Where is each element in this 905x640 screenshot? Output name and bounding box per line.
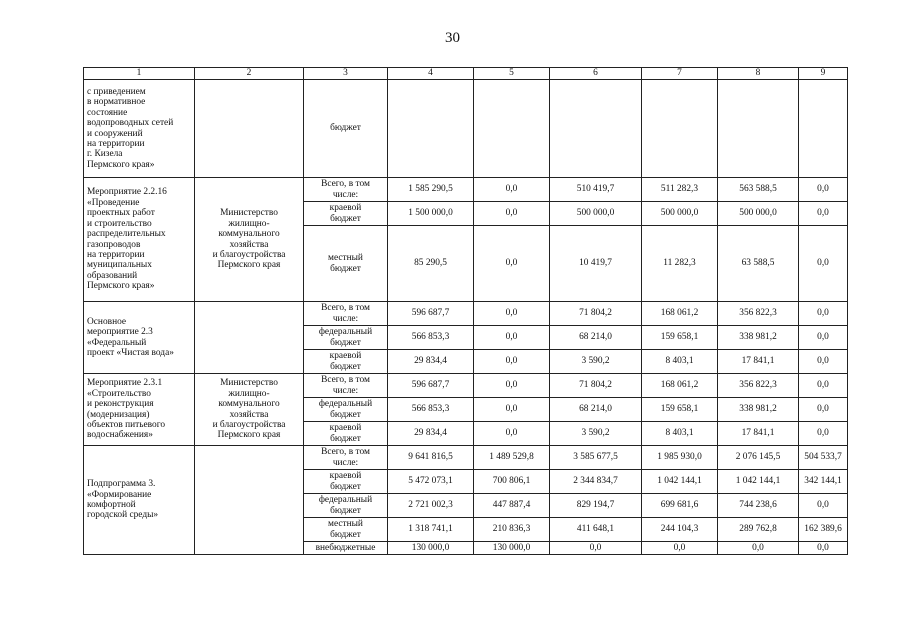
- amount-cell: 1 985 930,0: [642, 446, 718, 470]
- table-row: [84, 302, 848, 326]
- amount-cell: 596 687,7: [388, 374, 474, 398]
- amount-cell: 510 419,7: [550, 178, 642, 202]
- funding-source-cell: [304, 542, 388, 555]
- amount-cell: [550, 80, 642, 178]
- amount-cell: 71 804,2: [550, 302, 642, 326]
- funding-source: Всего, в том числе:: [321, 375, 370, 396]
- funding-source: федеральный бюджет: [318, 399, 373, 420]
- amount-cell: 0,0: [799, 374, 848, 398]
- amount-cell: 1 585 290,5: [388, 178, 474, 202]
- page-number: 30: [445, 30, 460, 46]
- amount-cell: 511 282,3: [642, 178, 718, 202]
- amount-cell: 0,0: [799, 202, 848, 226]
- activity-name-cell: [84, 80, 195, 178]
- amount-cell: 130 000,0: [474, 542, 550, 555]
- amount-cell: 0,0: [799, 542, 848, 555]
- funding-source: федеральный бюджет: [318, 495, 373, 516]
- funding-source: местный бюджет: [328, 519, 363, 540]
- amount-cell: 744 238,6: [718, 494, 799, 518]
- executor-cell: [195, 446, 304, 555]
- executor-name: Министерство жилищно- коммунального хозяйства и благоустройства Пермского края: [212, 378, 286, 441]
- funding-source: Всего, в том числе:: [321, 179, 370, 200]
- amount-cell: 338 981,2: [718, 326, 799, 350]
- activity-name: Основное мероприятие 2.3 «Федеральный проект «Чистая вода»: [87, 316, 174, 358]
- amount-cell: 447 887,4: [474, 494, 550, 518]
- budget-table: [83, 67, 848, 555]
- amount-cell: 566 853,3: [388, 326, 474, 350]
- amount-cell: 0,0: [474, 226, 550, 302]
- column-number: 2: [195, 68, 304, 80]
- amount-cell: 2 344 834,7: [550, 470, 642, 494]
- funding-source-cell: [304, 178, 388, 202]
- activity-name: Мероприятие 2.2.16 «Проведение проектных работ и строительство распределительных газопроводов на территории муниципальных образований Пермского края»: [87, 187, 167, 292]
- amount-cell: 1 318 741,1: [388, 518, 474, 542]
- amount-cell: 5 472 073,1: [388, 470, 474, 494]
- amount-cell: 0,0: [474, 302, 550, 326]
- amount-cell: 289 762,8: [718, 518, 799, 542]
- amount-cell: 829 194,7: [550, 494, 642, 518]
- table-row: [84, 178, 848, 202]
- funding-source: краевой бюджет: [329, 471, 362, 492]
- table-body: [84, 68, 848, 555]
- column-number: 9: [799, 68, 848, 80]
- amount-cell: 29 834,4: [388, 422, 474, 446]
- funding-source-cell: [304, 226, 388, 302]
- executor-cell: [195, 302, 304, 374]
- amount-cell: 1 042 144,1: [642, 470, 718, 494]
- funding-source: краевой бюджет: [329, 203, 362, 224]
- amount-cell: 130 000,0: [388, 542, 474, 555]
- activity-name-cell: [84, 446, 195, 555]
- amount-cell: 10 419,7: [550, 226, 642, 302]
- column-number: 7: [642, 68, 718, 80]
- funding-source-cell: [304, 80, 388, 178]
- amount-cell: 63 588,5: [718, 226, 799, 302]
- funding-source-cell: [304, 302, 388, 326]
- amount-cell: 500 000,0: [718, 202, 799, 226]
- activity-name: с приведением в нормативное состояние водопроводных сетей и сооружений на территории г. Кизела Пермского края»: [87, 86, 174, 170]
- activity-name: Подпрограмма 3. «Формирование комфортной городской среды»: [87, 479, 159, 521]
- column-number-row: [84, 68, 848, 80]
- amount-cell: 11 282,3: [642, 226, 718, 302]
- amount-cell: 500 000,0: [550, 202, 642, 226]
- amount-cell: 563 588,5: [718, 178, 799, 202]
- amount-cell: 1 042 144,1: [718, 470, 799, 494]
- amount-cell: 356 822,3: [718, 374, 799, 398]
- funding-source-cell: [304, 518, 388, 542]
- amount-cell: 68 214,0: [550, 326, 642, 350]
- amount-cell: 699 681,6: [642, 494, 718, 518]
- column-number: 5: [474, 68, 550, 80]
- funding-source: краевой бюджет: [329, 423, 362, 444]
- amount-cell: 0,0: [474, 350, 550, 374]
- amount-cell: 3 585 677,5: [550, 446, 642, 470]
- amount-cell: 3 590,2: [550, 422, 642, 446]
- funding-source: внебюджетные: [315, 542, 376, 553]
- amount-cell: 0,0: [799, 350, 848, 374]
- amount-cell: 2 721 002,3: [388, 494, 474, 518]
- funding-source: федеральный бюджет: [318, 327, 373, 348]
- amount-cell: 0,0: [799, 226, 848, 302]
- amount-cell: [388, 80, 474, 178]
- amount-cell: 85 290,5: [388, 226, 474, 302]
- amount-cell: 0,0: [799, 494, 848, 518]
- amount-cell: 0,0: [642, 542, 718, 555]
- activity-name-cell: [84, 302, 195, 374]
- amount-cell: 159 658,1: [642, 326, 718, 350]
- column-number: 1: [84, 68, 195, 80]
- amount-cell: 0,0: [474, 422, 550, 446]
- amount-cell: 504 533,7: [799, 446, 848, 470]
- funding-source-cell: [304, 494, 388, 518]
- executor-name: Министерство жилищно- коммунального хозяйства и благоустройства Пермского края: [212, 208, 286, 271]
- funding-source-cell: [304, 202, 388, 226]
- amount-cell: 168 061,2: [642, 302, 718, 326]
- funding-source-cell: [304, 326, 388, 350]
- column-number: 8: [718, 68, 799, 80]
- amount-cell: 168 061,2: [642, 374, 718, 398]
- amount-cell: 411 648,1: [550, 518, 642, 542]
- amount-cell: 338 981,2: [718, 398, 799, 422]
- amount-cell: 0,0: [799, 178, 848, 202]
- activity-name-cell: [84, 374, 195, 446]
- amount-cell: 0,0: [799, 422, 848, 446]
- amount-cell: 1 489 529,8: [474, 446, 550, 470]
- amount-cell: 71 804,2: [550, 374, 642, 398]
- amount-cell: 0,0: [474, 178, 550, 202]
- amount-cell: 0,0: [474, 202, 550, 226]
- amount-cell: 356 822,3: [718, 302, 799, 326]
- executor-cell: [195, 178, 304, 302]
- amount-cell: 159 658,1: [642, 398, 718, 422]
- amount-cell: 8 403,1: [642, 350, 718, 374]
- table-row: [84, 374, 848, 398]
- amount-cell: [718, 80, 799, 178]
- amount-cell: 9 641 816,5: [388, 446, 474, 470]
- executor-cell: [195, 80, 304, 178]
- amount-cell: [642, 80, 718, 178]
- amount-cell: 0,0: [799, 326, 848, 350]
- table-row: [84, 446, 848, 470]
- activity-name-cell: [84, 178, 195, 302]
- funding-source-cell: [304, 470, 388, 494]
- amount-cell: 0,0: [550, 542, 642, 555]
- amount-cell: 566 853,3: [388, 398, 474, 422]
- amount-cell: 0,0: [799, 302, 848, 326]
- amount-cell: 0,0: [474, 398, 550, 422]
- executor-cell: [195, 374, 304, 446]
- amount-cell: 68 214,0: [550, 398, 642, 422]
- funding-source-cell: [304, 374, 388, 398]
- amount-cell: 29 834,4: [388, 350, 474, 374]
- amount-cell: 0,0: [474, 326, 550, 350]
- amount-cell: [474, 80, 550, 178]
- column-number: 6: [550, 68, 642, 80]
- funding-source: местный бюджет: [328, 253, 363, 274]
- amount-cell: [799, 80, 848, 178]
- amount-cell: 2 076 145,5: [718, 446, 799, 470]
- funding-source: Всего, в том числе:: [321, 447, 370, 468]
- amount-cell: 596 687,7: [388, 302, 474, 326]
- funding-source: Всего, в том числе:: [321, 303, 370, 324]
- funding-source-cell: [304, 350, 388, 374]
- funding-source-cell: [304, 422, 388, 446]
- amount-cell: 342 144,1: [799, 470, 848, 494]
- amount-cell: 8 403,1: [642, 422, 718, 446]
- funding-source: бюджет: [330, 123, 361, 134]
- table-row: [84, 80, 848, 178]
- amount-cell: 17 841,1: [718, 350, 799, 374]
- funding-source-cell: [304, 446, 388, 470]
- column-number: 3: [304, 68, 388, 80]
- column-number: 4: [388, 68, 474, 80]
- amount-cell: 3 590,2: [550, 350, 642, 374]
- funding-source-cell: [304, 398, 388, 422]
- amount-cell: 0,0: [718, 542, 799, 555]
- amount-cell: 17 841,1: [718, 422, 799, 446]
- activity-name: Мероприятие 2.3.1 «Строительство и реконструкция (модернизация) объектов питьевого водоснабжения»: [87, 378, 166, 441]
- amount-cell: 162 389,6: [799, 518, 848, 542]
- amount-cell: 700 806,1: [474, 470, 550, 494]
- amount-cell: 0,0: [474, 374, 550, 398]
- amount-cell: 500 000,0: [642, 202, 718, 226]
- funding-source: краевой бюджет: [329, 351, 362, 372]
- amount-cell: 1 500 000,0: [388, 202, 474, 226]
- amount-cell: 210 836,3: [474, 518, 550, 542]
- amount-cell: 244 104,3: [642, 518, 718, 542]
- amount-cell: 0,0: [799, 398, 848, 422]
